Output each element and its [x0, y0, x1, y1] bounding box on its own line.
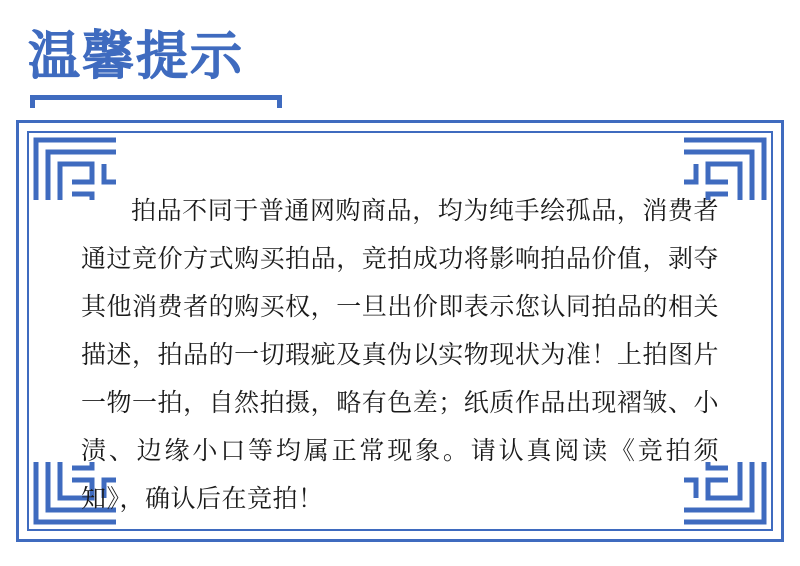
title-underline: [30, 95, 282, 100]
notice-paragraph: 拍品不同于普通网购商品，均为纯手绘孤品，消费者通过竞价方式购买拍品，竞拍成功将影响拍品价值，剥夺其他消费者的购买权，一旦出价即表示您认同拍品的相关描述，拍品的一切瑕疵及真伪以实物现状为准！上拍图片一物一拍，自然拍摄，略有色差；纸质作品出现褶皱、小渍、边缘小口等均属正常现象。请认真阅读《竞拍须知》，确认后在竞拍！: [81, 196, 719, 513]
decorative-frame: [16, 120, 784, 542]
notice-body: [81, 187, 719, 523]
page-title: 温馨提示: [28, 26, 245, 87]
title-tick-right: [277, 98, 282, 108]
page-title-block: [28, 26, 328, 102]
title-tick-left: [30, 98, 35, 108]
